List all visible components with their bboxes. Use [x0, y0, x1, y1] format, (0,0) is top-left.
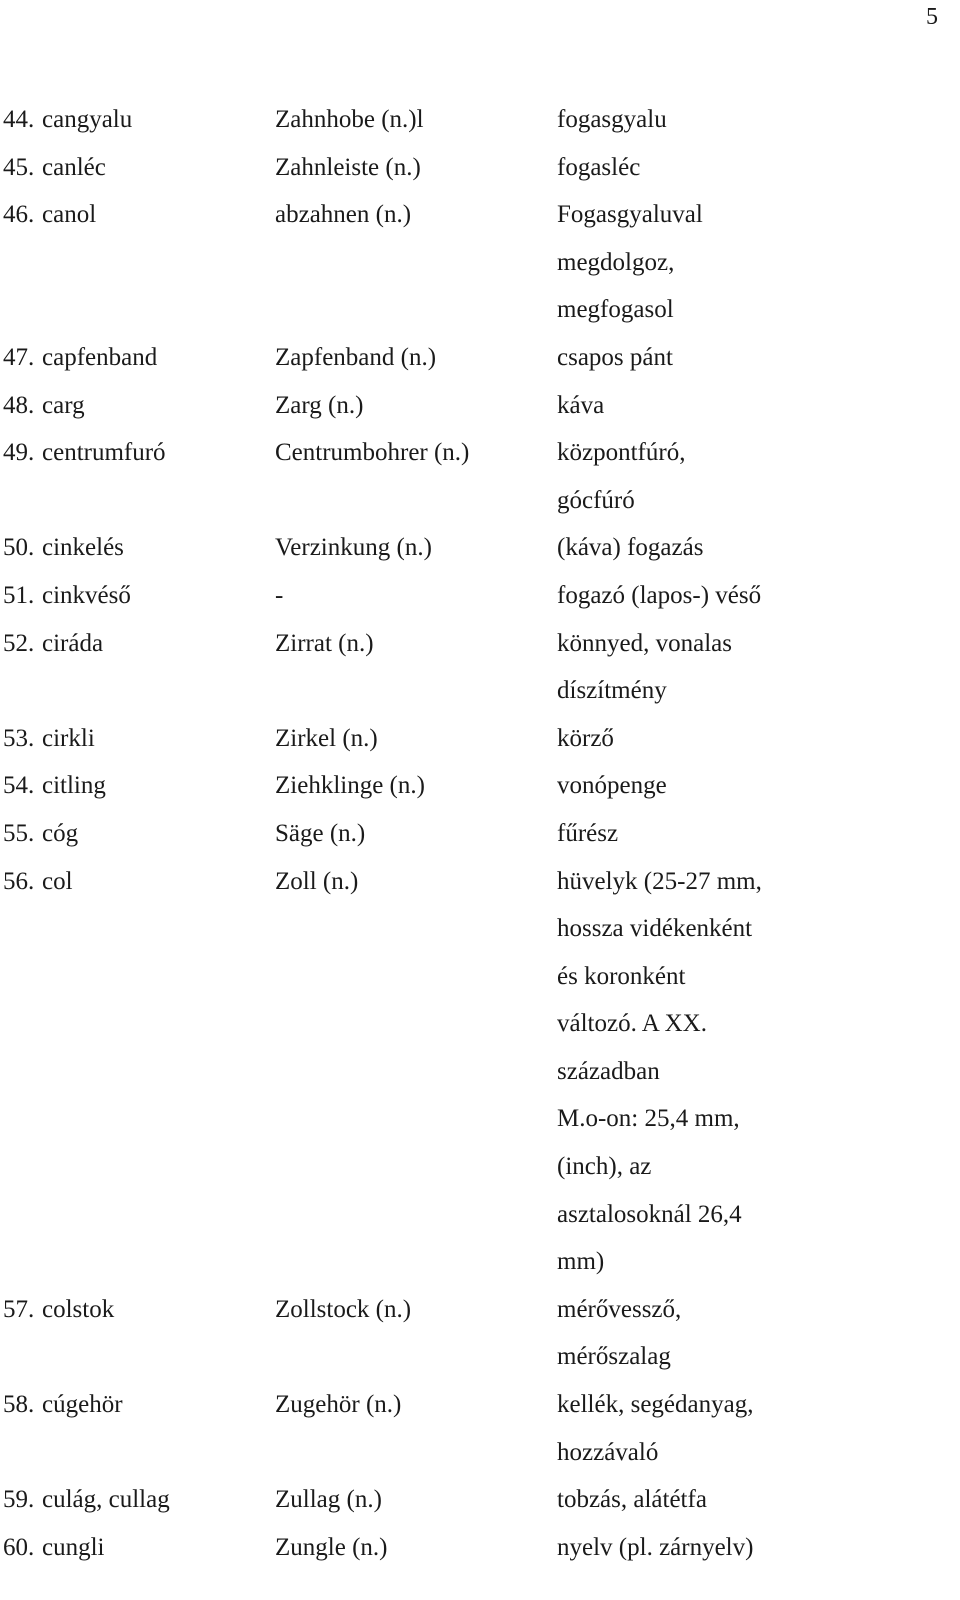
entry-hungarian: és koronként [557, 962, 686, 990]
entry-german: Zungle (n.) [275, 1533, 388, 1561]
glossary-entry [0, 1381, 960, 1476]
entry-line [0, 1048, 960, 1096]
entry-line [0, 239, 960, 287]
entry-term: citling [42, 772, 106, 800]
entry-number: 48. [3, 391, 35, 419]
entry-german: Zirrat (n.) [275, 629, 374, 657]
entry-hungarian: hossza vidékenként [557, 915, 753, 943]
glossary-entry [0, 715, 960, 763]
entry-line [0, 1381, 960, 1429]
entry-line [0, 1143, 960, 1191]
glossary-entry [0, 334, 960, 382]
entry-hungarian: században [557, 1057, 660, 1085]
entry-number: 51. [3, 581, 35, 609]
entry-hungarian: káva [557, 391, 605, 419]
glossary-entry [0, 810, 960, 858]
glossary-entry [0, 96, 960, 144]
entry-line [0, 429, 960, 477]
entry-hungarian: fogasléc [557, 153, 641, 181]
entry-hungarian: fogazó (lapos-) véső [557, 581, 762, 609]
entry-hungarian: megfogasol [557, 296, 674, 324]
entry-term: cungli [42, 1533, 105, 1561]
entry-hungarian: hozzávaló [557, 1438, 659, 1466]
glossary-entry [0, 191, 960, 334]
page-number: 5 [926, 4, 938, 30]
entry-hungarian: M.o-on: 25,4 mm, [557, 1105, 740, 1133]
entry-hungarian: (inch), az [557, 1153, 652, 1181]
entry-line [0, 1095, 960, 1143]
entry-line [0, 1429, 960, 1477]
entry-number: 60. [3, 1533, 35, 1561]
entry-term: cangyalu [42, 106, 133, 133]
entry-line [0, 858, 960, 906]
entry-hungarian: tobzás, alátétfa [557, 1486, 707, 1514]
entry-german: Zoll (n.) [275, 867, 359, 895]
entry-line [0, 1524, 960, 1572]
entry-german: Ziehklinge (n.) [275, 772, 425, 800]
entry-hungarian: könnyed, vonalas [557, 629, 732, 657]
entry-hungarian: körző [557, 724, 614, 752]
entry-term: cinkvéső [42, 581, 131, 609]
glossary-entry [0, 1286, 960, 1381]
glossary-entry [0, 620, 960, 715]
entry-term: carg [42, 391, 85, 419]
entry-line [0, 715, 960, 763]
entry-number: 45. [3, 153, 35, 181]
entry-hungarian: csapos pánt [557, 343, 673, 371]
entry-line [0, 667, 960, 715]
entry-line [0, 1191, 960, 1239]
entry-line [0, 572, 960, 620]
entry-term: col [42, 867, 73, 895]
entry-line [0, 953, 960, 1001]
entry-term: culág, cullag [42, 1486, 170, 1514]
entry-number: 47. [3, 343, 35, 371]
entry-hungarian: változó. A XX. [557, 1010, 707, 1038]
entry-line [0, 96, 960, 144]
entry-german: Zahnhobe (n.)l [275, 106, 424, 133]
entry-term: ciráda [42, 629, 104, 657]
entry-term: capfenband [42, 343, 158, 371]
entry-line [0, 810, 960, 858]
entry-hungarian: díszítmény [557, 677, 667, 705]
entry-number: 56. [3, 867, 35, 895]
entry-number: 55. [3, 819, 35, 847]
entry-hungarian: hüvelyk (25-27 mm, [557, 867, 762, 895]
entry-line [0, 905, 960, 953]
entry-hungarian: vonópenge [557, 772, 667, 800]
entry-german: Zarg (n.) [275, 391, 364, 419]
entry-number: 57. [3, 1295, 35, 1323]
glossary-entry [0, 524, 960, 572]
entry-german: abzahnen (n.) [275, 201, 412, 229]
glossary-entry [0, 429, 960, 524]
entry-term: colstok [42, 1295, 115, 1323]
entry-german: Centrumbohrer (n.) [275, 439, 470, 467]
entry-line [0, 1476, 960, 1524]
entry-line [0, 762, 960, 810]
entry-german: Zahnleiste (n.) [275, 153, 421, 181]
glossary-entry [0, 1476, 960, 1524]
entry-line [0, 477, 960, 525]
entry-number: 52. [3, 629, 35, 657]
glossary-entry [0, 572, 960, 620]
entry-hungarian: mm) [557, 1248, 605, 1276]
entry-line [0, 334, 960, 382]
glossary-entry [0, 1524, 960, 1572]
entry-number: 58. [3, 1391, 35, 1419]
entry-line [0, 144, 960, 192]
entry-hungarian: fűrész [557, 819, 619, 847]
entry-number: 53. [3, 724, 35, 752]
entry-german: Zapfenband (n.) [275, 343, 437, 371]
entry-line [0, 286, 960, 334]
entry-line [0, 620, 960, 668]
entry-term: canol [42, 201, 97, 229]
entry-line [0, 1333, 960, 1381]
entry-hungarian: (káva) fogazás [557, 534, 704, 562]
entry-hungarian: Fogasgyaluval [557, 201, 703, 229]
entry-line [0, 1286, 960, 1334]
entry-number: 44. [3, 106, 35, 133]
glossary-entry [0, 762, 960, 810]
entry-hungarian: fogasgyalu [557, 106, 667, 133]
entry-hungarian: megdolgoz, [557, 248, 675, 276]
entry-german: Säge (n.) [275, 819, 366, 847]
entry-number: 46. [3, 201, 35, 229]
entry-number: 50. [3, 534, 35, 562]
entry-term: cóg [42, 819, 79, 847]
entry-term: cinkelés [42, 534, 124, 562]
entry-number: 49. [3, 439, 35, 467]
entry-number: 59. [3, 1486, 35, 1514]
entry-hungarian: mérőszalag [557, 1343, 671, 1371]
entry-term: canléc [42, 153, 106, 181]
entry-hungarian: asztalosoknál 26,4 [557, 1200, 742, 1228]
glossary-entry [0, 858, 960, 1286]
glossary-list [0, 96, 960, 1571]
entry-hungarian: mérővessző, [557, 1295, 682, 1323]
entry-german: Zugehör (n.) [275, 1391, 402, 1419]
entry-term: centrumfuró [42, 439, 166, 467]
entry-line [0, 191, 960, 239]
entry-number: 54. [3, 772, 35, 800]
entry-hungarian: központfúró, [557, 439, 686, 467]
glossary-entry [0, 144, 960, 192]
entry-term: cirkli [42, 724, 95, 752]
entry-line [0, 1000, 960, 1048]
entry-line [0, 524, 960, 572]
entry-german: Zullag (n.) [275, 1486, 382, 1514]
entry-line [0, 1238, 960, 1286]
entry-term: cúgehör [42, 1391, 123, 1419]
entry-hungarian: nyelv (pl. zárnyelv) [557, 1533, 754, 1561]
entry-hungarian: gócfúró [557, 486, 635, 514]
entry-german: Zirkel (n.) [275, 724, 378, 752]
entry-line [0, 382, 960, 430]
glossary-entry [0, 382, 960, 430]
entry-german: Zollstock (n.) [275, 1295, 412, 1323]
entry-german: - [275, 581, 284, 609]
entry-german: Verzinkung (n.) [275, 534, 432, 562]
entry-hungarian: kellék, segédanyag, [557, 1391, 754, 1419]
